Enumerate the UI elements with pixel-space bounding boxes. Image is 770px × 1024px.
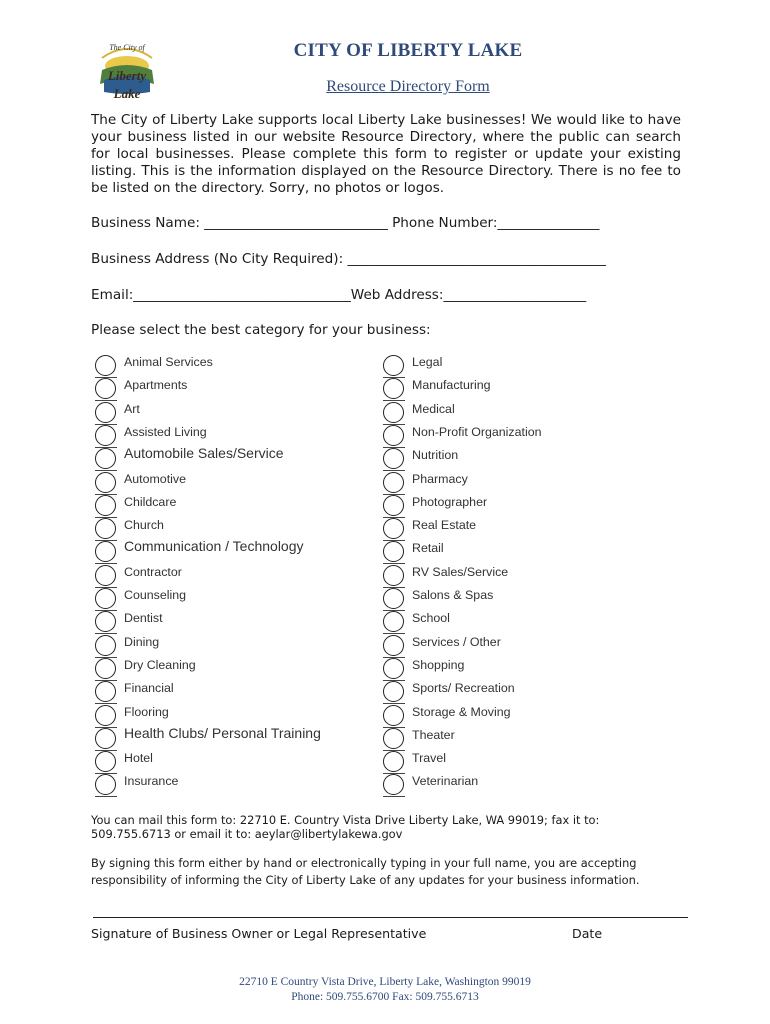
- category-checkbox[interactable]: [383, 495, 404, 516]
- category-checkbox[interactable]: [95, 635, 116, 656]
- category-label: Sports/ Recreation: [412, 681, 515, 696]
- category-label: Childcare: [124, 494, 177, 509]
- checkbox-underline: [383, 796, 405, 797]
- category-checkbox[interactable]: [95, 658, 116, 679]
- category-prompt: Please select the best category for your business:: [91, 322, 431, 338]
- category-checkbox[interactable]: [383, 448, 404, 469]
- category-checkbox[interactable]: [95, 751, 116, 772]
- category-checkbox[interactable]: [95, 705, 116, 726]
- category-label: Automotive: [124, 471, 186, 486]
- category-checkbox[interactable]: [95, 448, 116, 469]
- category-label: Dentist: [124, 611, 163, 626]
- category-checkbox[interactable]: [383, 588, 404, 609]
- category-label: School: [412, 611, 450, 626]
- page-subtitle: Resource Directory Form: [326, 78, 490, 95]
- category-checkbox[interactable]: [95, 402, 116, 423]
- category-checkbox[interactable]: [383, 751, 404, 772]
- category-checkbox[interactable]: [95, 355, 116, 376]
- category-label: Retail: [412, 541, 444, 556]
- category-checkbox[interactable]: [383, 378, 404, 399]
- category-label: Church: [124, 518, 164, 533]
- category-label: Travel: [412, 751, 446, 766]
- footer-phone: Phone: 509.755.6700 Fax: 509.755.6713: [291, 991, 479, 1003]
- category-label: Services / Other: [412, 634, 501, 649]
- mail-instructions-1: You can mail this form to: 22710 E. Country Vista Drive Liberty Lake, WA 99019; fax it to:: [91, 813, 600, 827]
- category-checkbox[interactable]: [95, 518, 116, 539]
- category-label: Photographer: [412, 494, 488, 509]
- category-checkbox[interactable]: [95, 541, 116, 562]
- category-checkbox[interactable]: [95, 588, 116, 609]
- category-label: Financial: [124, 681, 174, 696]
- category-label: Assisted Living: [124, 424, 207, 439]
- email-web-field[interactable]: Email:________________________________Web Address:_____________________: [91, 287, 587, 303]
- category-checkbox[interactable]: [95, 495, 116, 516]
- category-label: Hotel: [124, 751, 153, 766]
- category-label: Counseling: [124, 588, 186, 602]
- business-name-phone-field[interactable]: Business Name: ___________________________ Phone Number:_______________: [91, 215, 600, 231]
- signing-notice-2: responsibility of informing the City of Liberty Lake of any updates for your business information.: [91, 873, 640, 887]
- signing-notice-1: By signing this form either by hand or electronically typing in your full name, you are accepting: [91, 856, 637, 870]
- category-label: Contractor: [124, 564, 182, 579]
- category-checkbox[interactable]: [383, 728, 404, 749]
- category-checkbox[interactable]: [95, 565, 116, 586]
- category-checkbox[interactable]: [383, 705, 404, 726]
- category-label: RV Sales/Service: [412, 564, 509, 579]
- category-label: Flooring: [124, 704, 169, 719]
- checkbox-underline: [95, 796, 117, 797]
- category-checkbox[interactable]: [95, 378, 116, 399]
- category-checkbox[interactable]: [95, 774, 116, 795]
- signature-line[interactable]: [93, 917, 688, 918]
- category-checkbox[interactable]: [383, 565, 404, 586]
- category-label: Pharmacy: [412, 471, 468, 486]
- category-checkbox[interactable]: [383, 774, 404, 795]
- date-label: Date: [572, 926, 603, 941]
- category-label: Animal Services: [124, 355, 213, 369]
- intro-paragraph: The City of Liberty Lake supports local Liberty Lake businesses! We would like to have your business listed in our website Resource Directory, where the public can search for local businesses. Please complete this form to register or update your existing listing. This is the information displayed on the Resource Directory. There is no fee to be listed on the directory. Sorry, no photos or logos.: [91, 112, 681, 196]
- category-checkbox[interactable]: [95, 611, 116, 632]
- category-label: Real Estate: [412, 518, 477, 533]
- category-checkbox[interactable]: [95, 681, 116, 702]
- category-label: Shopping: [412, 657, 465, 672]
- category-checkbox[interactable]: [383, 472, 404, 493]
- category-label: Communication / Technology: [124, 538, 304, 555]
- category-checkbox[interactable]: [383, 611, 404, 632]
- category-label: Apartments: [124, 378, 188, 393]
- page-title: CITY OF LIBERTY LAKE: [293, 40, 523, 61]
- logo-text-top: The City of: [109, 43, 145, 52]
- category-label: Theater: [412, 727, 455, 742]
- category-label: Manufacturing: [412, 378, 491, 393]
- category-checkbox[interactable]: [383, 658, 404, 679]
- category-checkbox[interactable]: [383, 402, 404, 423]
- category-label: Art: [124, 401, 140, 416]
- category-label: Nutrition: [412, 448, 459, 463]
- category-label: Insurance: [124, 774, 179, 789]
- category-label: Legal: [412, 355, 443, 369]
- category-checkbox[interactable]: [95, 472, 116, 493]
- category-label: Medical: [412, 401, 455, 416]
- mail-instructions-2: 509.755.6713 or email it to: aeylar@libertylakewa.gov: [91, 827, 403, 841]
- category-checkbox[interactable]: [383, 355, 404, 376]
- category-checkbox[interactable]: [383, 425, 404, 446]
- category-checkbox[interactable]: [383, 541, 404, 562]
- category-label: Veterinarian: [412, 774, 479, 789]
- footer-address: 22710 E Country Vista Drive, Liberty Lake, Washington 99019: [239, 976, 531, 988]
- category-checkbox[interactable]: [95, 728, 116, 749]
- category-label: Dining: [124, 634, 160, 649]
- business-address-field[interactable]: Business Address (No City Required): ______________________________________: [91, 251, 606, 267]
- category-label: Salons & Spas: [412, 588, 494, 602]
- category-label: Automobile Sales/Service: [124, 445, 284, 462]
- signature-label: Signature of Business Owner or Legal Representative: [91, 926, 427, 941]
- category-checkbox[interactable]: [383, 518, 404, 539]
- category-checkbox[interactable]: [383, 635, 404, 656]
- category-checkbox[interactable]: [95, 425, 116, 446]
- category-label: Dry Cleaning: [124, 657, 196, 672]
- category-label: Storage & Moving: [412, 704, 511, 719]
- category-label: Health Clubs/ Personal Training: [124, 724, 321, 741]
- category-label: Non-Profit Organization: [412, 424, 542, 439]
- category-checkbox[interactable]: [383, 681, 404, 702]
- logo-text-bottom: Lake: [113, 86, 141, 101]
- logo-text-mid: Liberty: [107, 68, 147, 83]
